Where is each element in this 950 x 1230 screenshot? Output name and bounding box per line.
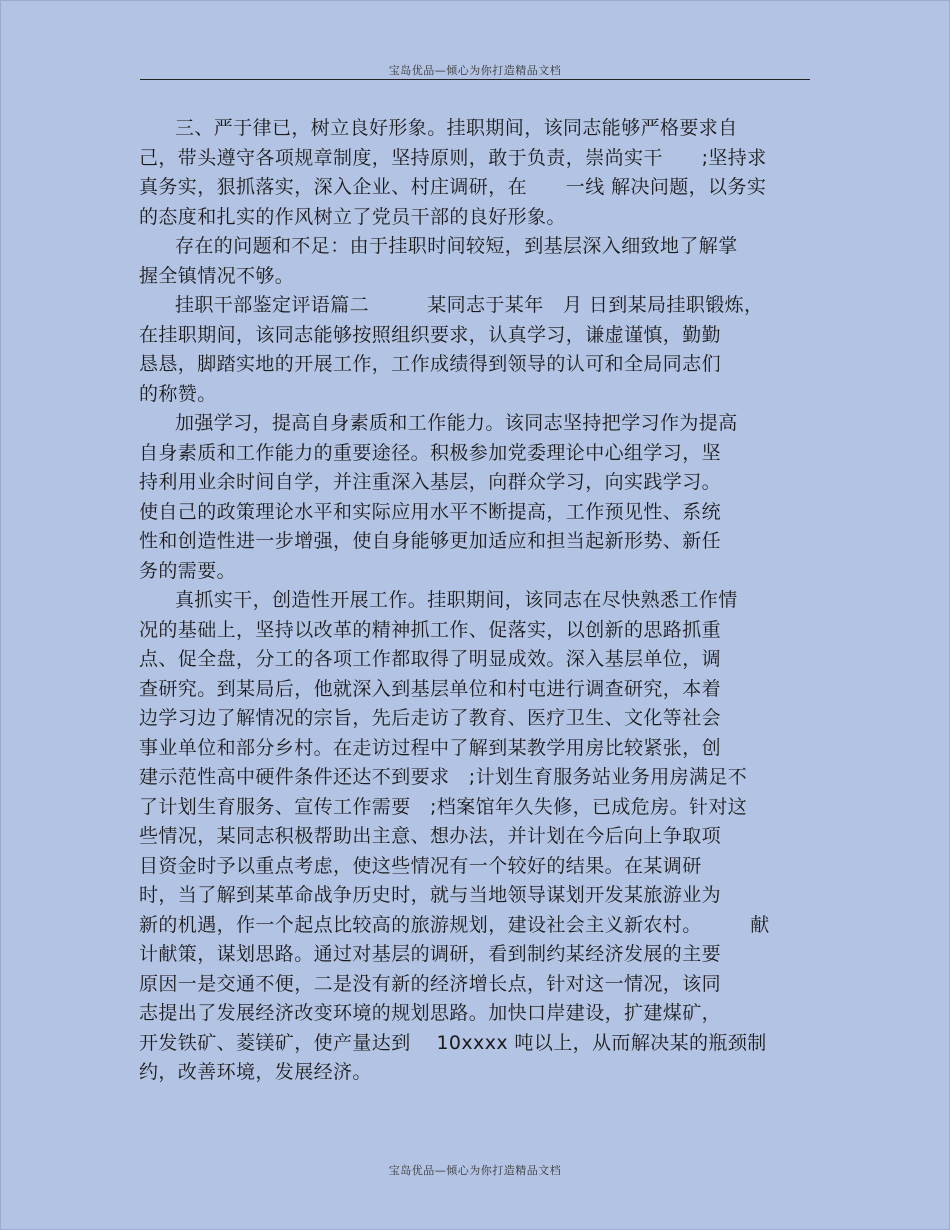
body-line: 了计划生育服务、宣传工作需要 ;档案馆年久失修，已成危房。针对这 bbox=[139, 795, 748, 818]
body-line: 点、促全盘，分工的各项工作都取得了明显成效。深入基层单位，调 bbox=[139, 648, 722, 670]
body-line: 挂职干部鉴定评语篇二 某同志于某年 月 日到某局挂职锻炼， bbox=[175, 294, 764, 316]
body-line: 使自己的政策理论水平和实际应用水平不断提高，工作预见性、系统 bbox=[139, 500, 722, 523]
body-line: 约，改善环境，发展经济。 bbox=[139, 1061, 372, 1083]
body-line: 的态度和扎实的作风树立了党员干部的良好形象。 bbox=[139, 205, 566, 228]
body-line: 计献策，谋划思路。通过对基层的调研，看到制约某经济发展的主要 bbox=[139, 943, 722, 965]
body-line: 事业单位和部分乡村。在走访过程中了解到某教学用房比较紧张，创 bbox=[139, 736, 722, 759]
body-line: 加强学习，提高自身素质和工作能力。该同志坚持把学习作为提高 bbox=[175, 412, 738, 434]
body-line: 新的机遇，作一个起点比较高的旅游规划，建设社会主义新农村。 献 bbox=[139, 913, 770, 936]
page-footer bbox=[140, 1159, 810, 1179]
body-line: 自身素质和工作能力的重要途径。积极参加党委理论中心组学习，坚 bbox=[139, 441, 722, 464]
document-body bbox=[139, 114, 809, 1088]
page-header bbox=[140, 59, 810, 80]
body-line: 恳恳，脚踏实地的开展工作，工作成绩得到领导的认可和全局同志们 bbox=[139, 353, 722, 375]
footer-text: 宝岛优品—倾心为你打造精品文档 bbox=[388, 1164, 562, 1177]
body-line: 持利用业余时间自学，并注重深入基层，向群众学习，向实践学习。 bbox=[139, 471, 722, 493]
body-line: 建示范性高中硬件条件还达不到要求 ;计划生育服务站业务用房满足不 bbox=[139, 766, 748, 788]
body-line: 握全镇情况不够。 bbox=[139, 264, 295, 287]
body-line: 己，带头遵守各项规章制度，坚持原则，敢于负责，崇尚实干 ;坚持求 bbox=[139, 146, 767, 169]
body-line: 开发铁矿、菱镁矿，使产量达到 10xxxx 吨以上，从而解决某的瓶颈制 bbox=[139, 1031, 767, 1054]
body-line: 三、严于律已，树立良好形象。挂职期间，该同志能够严格要求自 bbox=[175, 117, 738, 139]
body-line: 存在的问题和不足：由于挂职时间较短，到基层深入细致地了解掌 bbox=[175, 235, 738, 257]
body-line: 的称赞。 bbox=[139, 382, 217, 405]
body-line: 性和创造性进一步增强，使自身能够更加适应和担当起新形势、新任 bbox=[139, 530, 722, 552]
body-line: 务的需要。 bbox=[139, 559, 237, 582]
body-line: 些情况，某同志积极帮助出主意、想办法，并计划在今后向上争取项 bbox=[139, 825, 722, 847]
body-line: 时，当了解到某革命战争历史时，就与当地领导谋划开发某旅游业为 bbox=[139, 884, 722, 906]
body-line: 边学习边了解情况的宗旨，先后走访了教育、医疗卫生、文化等社会 bbox=[139, 707, 722, 729]
body-line: 目资金时予以重点考虑，使这些情况有一个较好的结果。在某调研 bbox=[139, 854, 702, 877]
body-line: 查研究。到某局后，他就深入到基层单位和村屯进行调查研究，本着 bbox=[139, 677, 722, 700]
header-text: 宝岛优品—倾心为你打造精品文档 bbox=[388, 64, 562, 77]
body-line: 在挂职期间，该同志能够按照组织要求，认真学习，谦虚谨慎，勤勤 bbox=[139, 323, 722, 346]
body-line: 真务实，狠抓落实，深入企业、村庄调研，在 一线 解决问题，以务实 bbox=[139, 176, 767, 198]
body-line: 真抓实干，创造性开展工作。挂职期间，该同志在尽快熟悉工作情 bbox=[175, 589, 738, 611]
body-line: 志提出了发展经济改变环境的规划思路。加快口岸建设，扩建煤矿， bbox=[139, 1002, 722, 1024]
body-line: 况的基础上，坚持以改革的精神抓工作、促落实，以创新的思路抓重 bbox=[139, 618, 722, 641]
body-line: 原因一是交通不便，二是没有新的经济增长点，针对这一情况，该同 bbox=[139, 972, 722, 995]
